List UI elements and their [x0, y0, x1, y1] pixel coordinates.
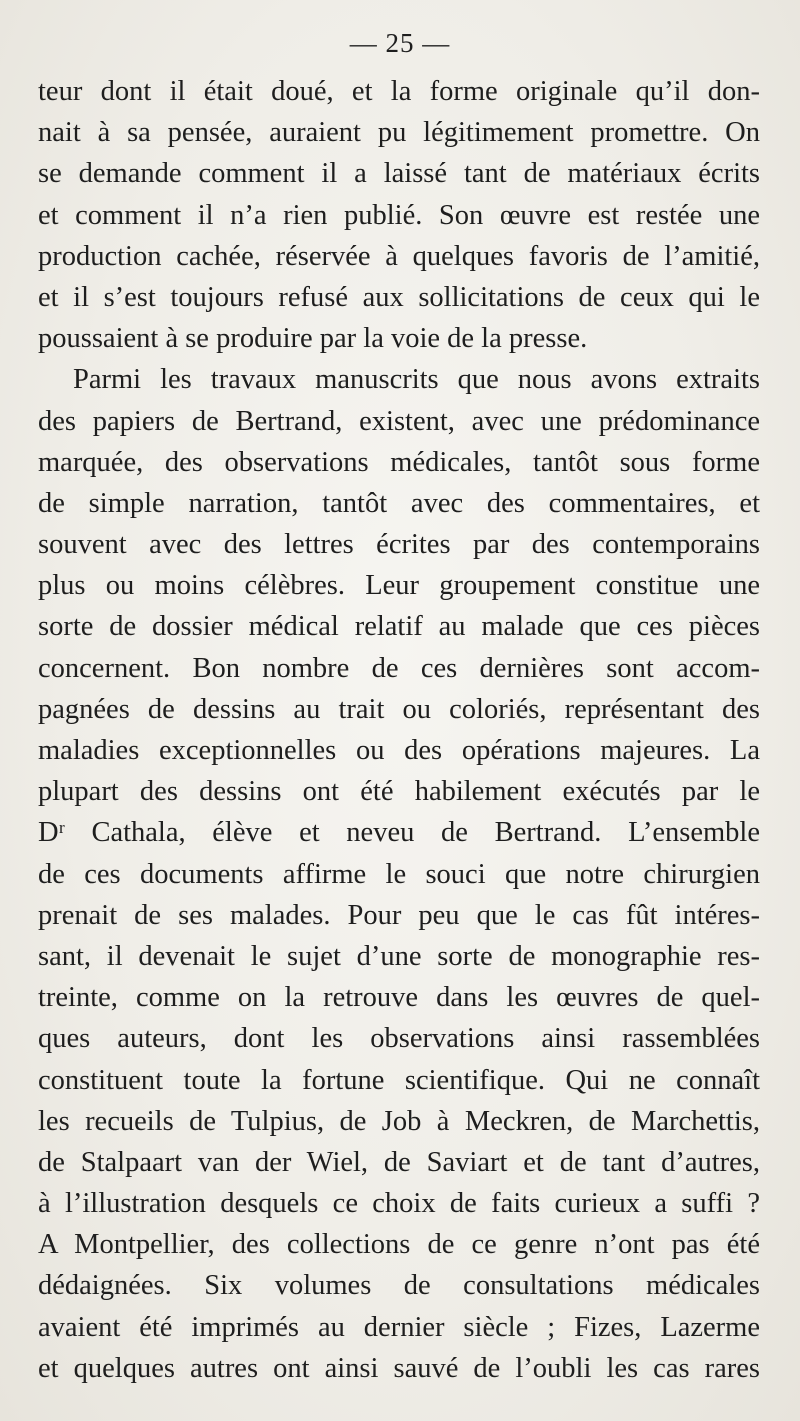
page-number: — 25 — — [349, 28, 451, 58]
text-line: se demande comment il a laissé tant de matériaux écrits — [38, 158, 760, 190]
text-line: et il s’est toujours refusé aux sollicitations de ceux qui le — [38, 281, 760, 313]
text-line: plupart des dessins ont été habilement exécutés par le — [38, 776, 760, 808]
text-line: pagnées de dessins au trait ou coloriés, représentant des — [38, 693, 760, 725]
text-line: ques auteurs, dont les observations ainsi rassemblées — [38, 1023, 760, 1055]
text-line: prenait de ses malades. Pour peu que le cas fût intéres- — [38, 899, 760, 931]
body-text — [38, 71, 760, 1389]
text-line: concernent. Bon nombre de ces dernières sont accom- — [38, 652, 760, 684]
text-line: plus ou moins célèbres. Leur groupement constitue une — [38, 570, 760, 602]
text-line: de ces documents affirme le souci que notre chirurgien — [38, 858, 760, 890]
text-line: des papiers de Bertrand, existent, avec une prédominance — [38, 405, 760, 437]
text-line: les recueils de Tulpius, de Job à Meckren, de Marchettis, — [38, 1105, 760, 1137]
text-line: nait à sa pensée, auraient pu légitimement promettre. On — [38, 117, 760, 149]
text-line: treinte, comme on la retrouve dans les œuvres de quel- — [38, 982, 760, 1014]
text-line: teur dont il était doué, et la forme originale qu’il don- — [38, 76, 760, 107]
text-line: et comment il n’a rien publié. Son œuvre est restée une — [38, 199, 760, 231]
text-line: marquée, des observations médicales, tantôt sous forme — [38, 446, 760, 478]
text-line: poussaient à se produire par la voie de la presse. — [38, 323, 588, 355]
text-line: sant, il devenait le sujet d’une sorte de monographie res- — [38, 940, 760, 972]
text-line: souvent avec des lettres écrites par des contemporains — [38, 529, 760, 561]
text-line: A Montpellier, des collections de ce genre n’ont pas été — [38, 1229, 760, 1261]
text-line: sorte de dossier médical relatif au malade que ces pièces — [38, 611, 760, 643]
text-line: Dʳ Cathala, élève et neveu de Bertrand. L’ensemble — [38, 817, 760, 849]
text-line: constituent toute la fortune scientifique. Qui ne connaît — [38, 1064, 760, 1096]
text-line: à l’illustration desquels ce choix de faits curieux a suffi ? — [38, 1188, 760, 1220]
text-line: avaient été imprimés au dernier siècle ; Fizes, Lazerme — [38, 1311, 760, 1343]
text-line: de simple narration, tantôt avec des commentaires, et — [38, 487, 760, 519]
paragraph-start: Parmi les travaux manuscrits que nous avons extraits — [73, 364, 760, 396]
text-line: dédaignées. Six volumes de consultations médicales — [38, 1270, 760, 1302]
text-line: et quelques autres ont ainsi sauvé de l’oubli les cas rares — [38, 1352, 760, 1384]
text-line: maladies exceptionnelles ou des opérations majeures. La — [38, 735, 760, 766]
text-line: production cachée, réservée à quelques favoris de l’amitié, — [38, 240, 760, 272]
text-line: de Stalpaart van der Wiel, de Saviart et de tant d’autres, — [38, 1146, 760, 1178]
